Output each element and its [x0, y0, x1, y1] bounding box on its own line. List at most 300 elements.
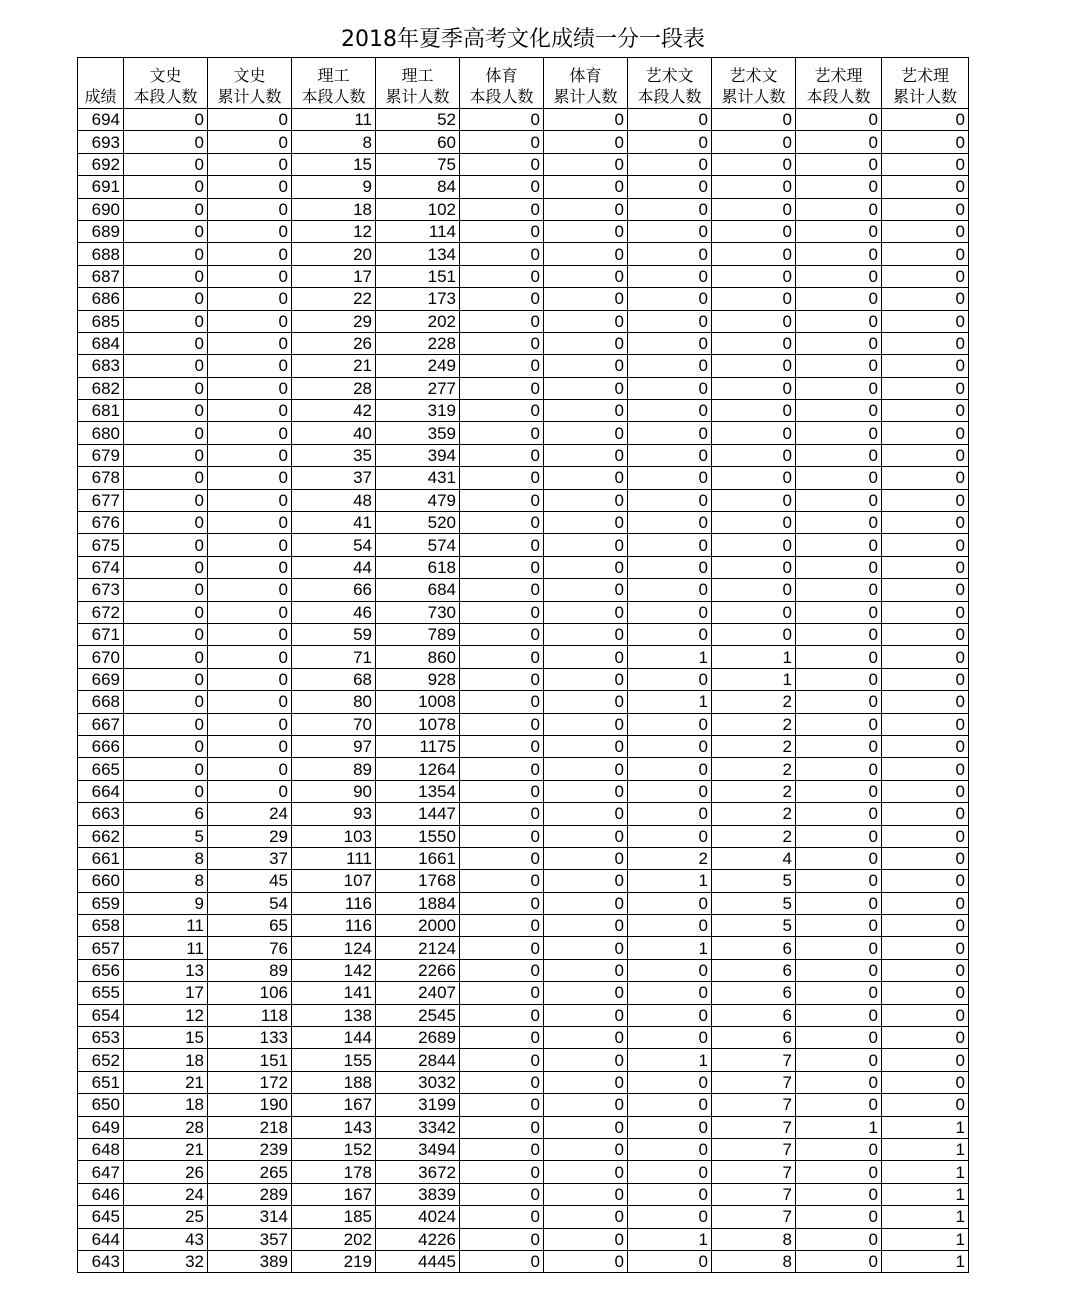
score-cell: 663: [78, 803, 124, 825]
score-cell: 662: [78, 825, 124, 847]
count-cell: 0: [628, 332, 712, 354]
count-cell: 20: [292, 243, 376, 265]
table-row: [78, 601, 969, 623]
count-cell: 0: [124, 109, 208, 131]
count-cell: 0: [208, 265, 292, 287]
count-cell: 860: [376, 646, 460, 668]
table-row: [78, 892, 969, 914]
count-cell: 0: [460, 870, 544, 892]
count-cell: 1354: [376, 780, 460, 802]
count-cell: 6: [124, 803, 208, 825]
count-cell: 928: [376, 668, 460, 690]
count-cell: 0: [796, 1183, 882, 1205]
count-cell: 0: [882, 512, 969, 534]
count-cell: 28: [124, 1116, 208, 1138]
count-cell: 0: [628, 310, 712, 332]
count-cell: 0: [460, 915, 544, 937]
count-cell: 0: [460, 243, 544, 265]
count-cell: 0: [796, 1250, 882, 1272]
score-cell: 668: [78, 691, 124, 713]
count-cell: 0: [882, 534, 969, 556]
score-cell: 691: [78, 176, 124, 198]
count-cell: 0: [796, 668, 882, 690]
count-cell: 0: [460, 1228, 544, 1250]
count-cell: 0: [628, 735, 712, 757]
count-cell: 0: [124, 131, 208, 153]
count-cell: 0: [796, 1161, 882, 1183]
count-cell: 1: [628, 937, 712, 959]
count-cell: 1078: [376, 713, 460, 735]
table-row: [78, 1183, 969, 1205]
count-cell: 7: [712, 1094, 796, 1116]
score-cell: 669: [78, 668, 124, 690]
count-cell: 0: [460, 1094, 544, 1116]
count-cell: 0: [544, 1116, 628, 1138]
count-cell: 0: [882, 803, 969, 825]
count-cell: 0: [460, 198, 544, 220]
count-cell: 0: [628, 422, 712, 444]
count-cell: 0: [882, 400, 969, 422]
count-cell: 0: [124, 176, 208, 198]
column-header-label: 本段人数: [469, 87, 534, 106]
count-cell: 0: [628, 959, 712, 981]
count-cell: 13: [124, 959, 208, 981]
count-cell: 0: [712, 556, 796, 578]
count-cell: 3199: [376, 1094, 460, 1116]
count-cell: 0: [796, 310, 882, 332]
count-cell: 48: [292, 489, 376, 511]
count-cell: 0: [712, 534, 796, 556]
score-cell: 672: [78, 601, 124, 623]
count-cell: 116: [292, 915, 376, 937]
count-cell: 114: [376, 220, 460, 242]
count-cell: 0: [544, 220, 628, 242]
count-cell: 1175: [376, 735, 460, 757]
column-header: [292, 58, 376, 109]
score-cell: 648: [78, 1138, 124, 1160]
score-cell: 689: [78, 220, 124, 242]
count-cell: 0: [544, 1094, 628, 1116]
count-cell: 152: [292, 1138, 376, 1160]
table-row: [78, 422, 969, 444]
count-cell: 0: [628, 713, 712, 735]
table-row: [78, 243, 969, 265]
score-cell: 655: [78, 982, 124, 1004]
count-cell: 37: [292, 467, 376, 489]
count-cell: 0: [544, 1161, 628, 1183]
column-header-group: 体育: [485, 66, 518, 85]
count-cell: 1550: [376, 825, 460, 847]
count-cell: 0: [628, 1206, 712, 1228]
count-cell: 0: [882, 243, 969, 265]
count-cell: 22: [292, 288, 376, 310]
count-cell: 0: [460, 892, 544, 914]
count-cell: 1: [628, 870, 712, 892]
column-header-group: 理工: [401, 66, 434, 85]
count-cell: 219: [292, 1250, 376, 1272]
count-cell: 0: [208, 355, 292, 377]
score-cell: 692: [78, 153, 124, 175]
count-cell: 17: [292, 265, 376, 287]
count-cell: 0: [882, 915, 969, 937]
count-cell: 0: [882, 892, 969, 914]
count-cell: 7: [712, 1071, 796, 1093]
table-row: [78, 959, 969, 981]
count-cell: 0: [544, 1228, 628, 1250]
count-cell: 0: [460, 1049, 544, 1071]
count-cell: 431: [376, 467, 460, 489]
count-cell: 1: [712, 646, 796, 668]
count-cell: 0: [882, 780, 969, 802]
count-cell: 7: [712, 1049, 796, 1071]
count-cell: 24: [208, 803, 292, 825]
column-header-group: 理工: [317, 66, 350, 85]
count-cell: 7: [712, 1161, 796, 1183]
column-header-label: 本段人数: [301, 87, 366, 106]
count-cell: 21: [124, 1071, 208, 1093]
count-cell: 178: [292, 1161, 376, 1183]
table-row: [78, 803, 969, 825]
count-cell: 124: [292, 937, 376, 959]
count-cell: 0: [208, 489, 292, 511]
score-cell: 673: [78, 579, 124, 601]
count-cell: 0: [882, 310, 969, 332]
count-cell: 0: [796, 847, 882, 869]
count-cell: 2: [712, 735, 796, 757]
count-cell: 0: [208, 735, 292, 757]
count-cell: 0: [544, 982, 628, 1004]
count-cell: 0: [796, 825, 882, 847]
count-cell: 15: [292, 153, 376, 175]
count-cell: 26: [124, 1161, 208, 1183]
count-cell: 0: [796, 467, 882, 489]
count-cell: 0: [882, 1071, 969, 1093]
count-cell: 25: [124, 1206, 208, 1228]
count-cell: 2: [712, 713, 796, 735]
count-cell: 0: [460, 1183, 544, 1205]
score-cell: 646: [78, 1183, 124, 1205]
score-cell: 661: [78, 847, 124, 869]
count-cell: 319: [376, 400, 460, 422]
count-cell: 0: [460, 310, 544, 332]
count-cell: 1: [882, 1116, 969, 1138]
count-cell: 111: [292, 847, 376, 869]
count-cell: 0: [628, 892, 712, 914]
count-cell: 0: [208, 713, 292, 735]
count-cell: 1: [628, 646, 712, 668]
count-cell: 202: [376, 310, 460, 332]
table-row: [78, 288, 969, 310]
score-cell: 685: [78, 310, 124, 332]
table-row: [78, 691, 969, 713]
count-cell: 45: [208, 870, 292, 892]
count-cell: 0: [460, 355, 544, 377]
score-cell: 649: [78, 1116, 124, 1138]
count-cell: 0: [544, 556, 628, 578]
count-cell: 0: [712, 109, 796, 131]
count-cell: 6: [712, 937, 796, 959]
count-cell: 0: [882, 825, 969, 847]
count-cell: 0: [796, 1094, 882, 1116]
count-cell: 0: [628, 1183, 712, 1205]
count-cell: 0: [796, 1206, 882, 1228]
score-cell: 664: [78, 780, 124, 802]
count-cell: 7: [712, 1206, 796, 1228]
count-cell: 5: [712, 915, 796, 937]
count-cell: 789: [376, 623, 460, 645]
count-cell: 21: [292, 355, 376, 377]
count-cell: 1661: [376, 847, 460, 869]
count-cell: 0: [208, 691, 292, 713]
count-cell: 0: [796, 601, 882, 623]
count-cell: 249: [376, 355, 460, 377]
count-cell: 0: [208, 153, 292, 175]
count-cell: 0: [208, 198, 292, 220]
count-cell: 0: [544, 444, 628, 466]
count-cell: 0: [460, 288, 544, 310]
count-cell: 0: [882, 959, 969, 981]
table-row: [78, 377, 969, 399]
count-cell: 0: [628, 780, 712, 802]
count-cell: 0: [796, 735, 882, 757]
count-cell: 107: [292, 870, 376, 892]
count-cell: 0: [124, 668, 208, 690]
score-cell: 682: [78, 377, 124, 399]
count-cell: 0: [460, 579, 544, 601]
count-cell: 0: [882, 735, 969, 757]
count-cell: 0: [544, 601, 628, 623]
score-cell: 694: [78, 109, 124, 131]
count-cell: 0: [208, 758, 292, 780]
score-cell: 654: [78, 1004, 124, 1026]
score-cell: 666: [78, 735, 124, 757]
count-cell: 4024: [376, 1206, 460, 1228]
count-cell: 89: [208, 959, 292, 981]
count-cell: 190: [208, 1094, 292, 1116]
count-cell: 0: [882, 109, 969, 131]
count-cell: 0: [628, 1116, 712, 1138]
count-cell: 0: [796, 198, 882, 220]
count-cell: 0: [460, 959, 544, 981]
column-header-label: 本段人数: [133, 87, 198, 106]
column-header-group: 文史: [149, 66, 182, 85]
count-cell: 0: [460, 758, 544, 780]
count-cell: 0: [124, 377, 208, 399]
count-cell: 265: [208, 1161, 292, 1183]
count-cell: 0: [628, 198, 712, 220]
count-cell: 141: [292, 982, 376, 1004]
count-cell: 0: [712, 332, 796, 354]
count-cell: 2000: [376, 915, 460, 937]
count-cell: 42: [292, 400, 376, 422]
score-cell: 681: [78, 400, 124, 422]
count-cell: 0: [882, 467, 969, 489]
table-row: [78, 131, 969, 153]
count-cell: 0: [882, 198, 969, 220]
count-cell: 0: [544, 422, 628, 444]
score-cell: 670: [78, 646, 124, 668]
count-cell: 0: [796, 982, 882, 1004]
count-cell: 0: [712, 288, 796, 310]
count-cell: 0: [882, 1004, 969, 1026]
table-header-row: [78, 58, 969, 109]
count-cell: 89: [292, 758, 376, 780]
table-row: [78, 870, 969, 892]
count-cell: 0: [460, 1161, 544, 1183]
count-cell: 8: [124, 847, 208, 869]
count-cell: 228: [376, 332, 460, 354]
count-cell: 0: [712, 153, 796, 175]
table-row: [78, 915, 969, 937]
count-cell: 0: [124, 556, 208, 578]
score-table: [77, 57, 969, 1273]
table-row: [78, 556, 969, 578]
count-cell: 0: [796, 713, 882, 735]
count-cell: 4: [712, 847, 796, 869]
column-header-label: 累计人数: [217, 87, 282, 106]
count-cell: 0: [882, 153, 969, 175]
count-cell: 0: [712, 579, 796, 601]
count-cell: 0: [460, 422, 544, 444]
count-cell: 93: [292, 803, 376, 825]
count-cell: 0: [628, 355, 712, 377]
count-cell: 0: [124, 153, 208, 175]
count-cell: 40: [292, 422, 376, 444]
count-cell: 0: [882, 265, 969, 287]
count-cell: 0: [796, 355, 882, 377]
count-cell: 0: [796, 109, 882, 131]
count-cell: 0: [882, 646, 969, 668]
count-cell: 0: [208, 512, 292, 534]
table-row: [78, 847, 969, 869]
count-cell: 0: [544, 937, 628, 959]
count-cell: 0: [208, 288, 292, 310]
count-cell: 0: [628, 512, 712, 534]
count-cell: 0: [544, 623, 628, 645]
table-row: [78, 176, 969, 198]
count-cell: 0: [796, 243, 882, 265]
count-cell: 218: [208, 1116, 292, 1138]
count-cell: 0: [796, 512, 882, 534]
count-cell: 0: [882, 601, 969, 623]
table-row: [78, 623, 969, 645]
count-cell: 11: [124, 937, 208, 959]
count-cell: 0: [628, 803, 712, 825]
count-cell: 0: [124, 579, 208, 601]
count-cell: 7: [712, 1116, 796, 1138]
count-cell: 1: [628, 1228, 712, 1250]
column-header-label: 成绩: [84, 87, 117, 106]
count-cell: 1: [882, 1228, 969, 1250]
count-cell: 75: [376, 153, 460, 175]
count-cell: 0: [124, 691, 208, 713]
table-row: [78, 1138, 969, 1160]
count-cell: 0: [460, 623, 544, 645]
count-cell: 0: [796, 870, 882, 892]
count-cell: 21: [124, 1138, 208, 1160]
count-cell: 9: [292, 176, 376, 198]
count-cell: 0: [882, 847, 969, 869]
score-cell: 674: [78, 556, 124, 578]
count-cell: 0: [882, 489, 969, 511]
count-cell: 0: [628, 467, 712, 489]
column-header: [124, 58, 208, 109]
count-cell: 357: [208, 1228, 292, 1250]
column-header: [712, 58, 796, 109]
count-cell: 8: [124, 870, 208, 892]
count-cell: 35: [292, 444, 376, 466]
count-cell: 0: [460, 377, 544, 399]
count-cell: 8: [292, 131, 376, 153]
column-header-label: 累计人数: [385, 87, 450, 106]
count-cell: 0: [628, 556, 712, 578]
count-cell: 3032: [376, 1071, 460, 1093]
table-row: [78, 1027, 969, 1049]
count-cell: 289: [208, 1183, 292, 1205]
column-header: [78, 58, 124, 109]
count-cell: 0: [628, 758, 712, 780]
count-cell: 0: [460, 1027, 544, 1049]
count-cell: 0: [628, 825, 712, 847]
count-cell: 0: [712, 601, 796, 623]
count-cell: 0: [796, 220, 882, 242]
count-cell: 5: [712, 892, 796, 914]
count-cell: 0: [882, 713, 969, 735]
count-cell: 116: [292, 892, 376, 914]
count-cell: 0: [882, 691, 969, 713]
count-cell: 0: [460, 265, 544, 287]
count-cell: 0: [460, 713, 544, 735]
count-cell: 41: [292, 512, 376, 534]
count-cell: 29: [292, 310, 376, 332]
count-cell: 0: [544, 959, 628, 981]
count-cell: 0: [712, 444, 796, 466]
count-cell: 0: [124, 467, 208, 489]
table-row: [78, 735, 969, 757]
count-cell: 0: [460, 534, 544, 556]
count-cell: 0: [460, 847, 544, 869]
count-cell: 239: [208, 1138, 292, 1160]
count-cell: 103: [292, 825, 376, 847]
count-cell: 0: [796, 758, 882, 780]
count-cell: 1768: [376, 870, 460, 892]
count-cell: 0: [544, 847, 628, 869]
count-cell: 0: [460, 1206, 544, 1228]
score-cell: 687: [78, 265, 124, 287]
count-cell: 0: [796, 803, 882, 825]
count-cell: 0: [124, 198, 208, 220]
score-cell: 645: [78, 1206, 124, 1228]
count-cell: 0: [796, 332, 882, 354]
count-cell: 479: [376, 489, 460, 511]
count-cell: 5: [124, 825, 208, 847]
count-cell: 3342: [376, 1116, 460, 1138]
count-cell: 0: [796, 400, 882, 422]
table-row: [78, 512, 969, 534]
count-cell: 0: [796, 265, 882, 287]
count-cell: 0: [124, 422, 208, 444]
count-cell: 1: [628, 691, 712, 713]
table-row: [78, 1071, 969, 1093]
score-cell: 643: [78, 1250, 124, 1272]
count-cell: 0: [628, 400, 712, 422]
count-cell: 0: [544, 109, 628, 131]
table-row: [78, 109, 969, 131]
count-cell: 0: [796, 780, 882, 802]
table-row: [78, 265, 969, 287]
table-row: [78, 1094, 969, 1116]
column-header: [376, 58, 460, 109]
